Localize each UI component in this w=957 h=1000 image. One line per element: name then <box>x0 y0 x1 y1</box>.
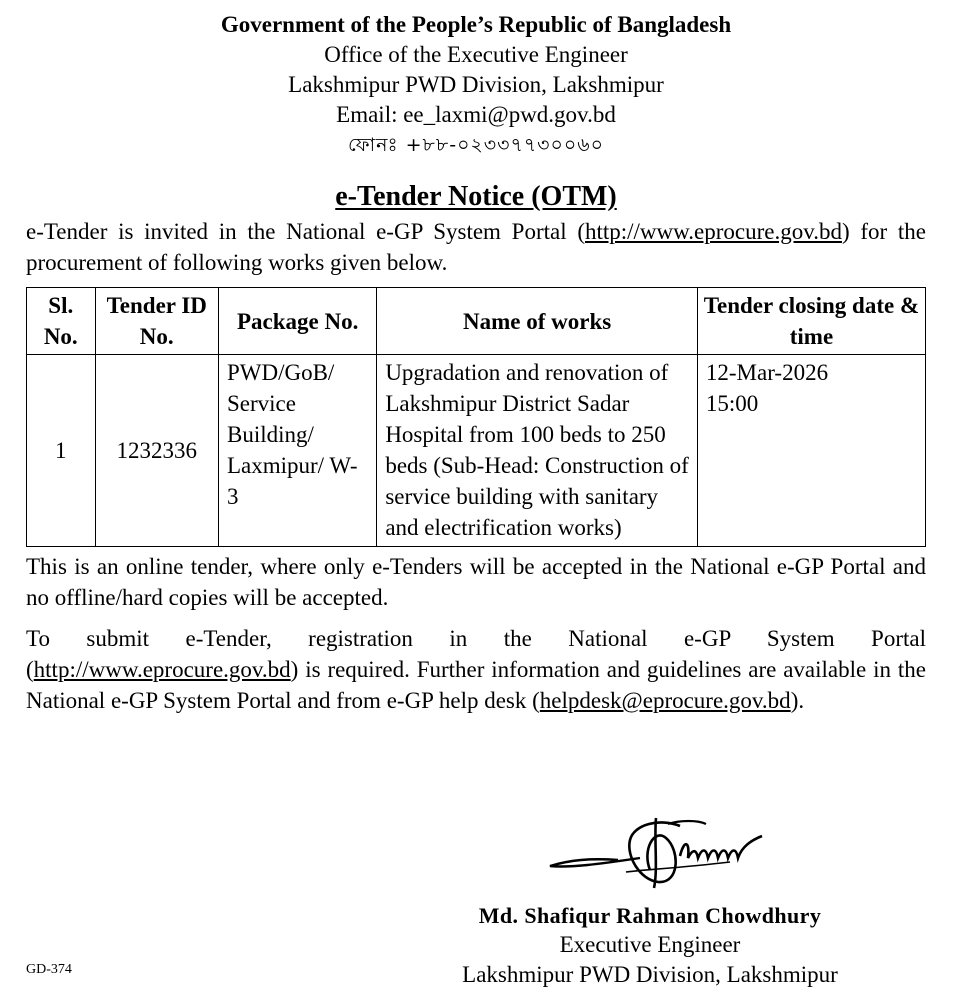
closing-date: 12-Mar-2026 <box>705 360 829 385</box>
reference-code: GD-374 <box>26 962 72 977</box>
government-name: Government of the People’s Republic of Bangladesh <box>220 12 732 37</box>
submit-text-start: To submit e-Tender, registration in the National e-GP System Portal ( <box>26 626 926 682</box>
header-package: Package No. <box>218 288 376 355</box>
tender-notice <box>26 10 926 716</box>
letterhead <box>26 10 926 160</box>
intro-text-end: ) for the procurement of following works given below. <box>26 219 926 275</box>
header-closing: Tender closing date & time <box>697 288 925 355</box>
signature-icon <box>530 810 770 896</box>
header-sl: Sl. No. <box>27 288 96 355</box>
signatory-designation: Executive Engineer <box>559 932 741 957</box>
submit-text-end: ). <box>790 688 805 713</box>
cell-works: Upgradation and renovation of Lakshmipur District Sadar Hospital from 100 beds to 250 beds (Sub-Head: Construction of service building with sanitary and electrification works) <box>377 355 698 547</box>
online-paragraph: This is an online tender, where only e-Tenders will be accepted in the National e-GP Portal and no offline/hard copies will be accepted. <box>26 554 926 610</box>
notice-title <box>26 180 926 214</box>
intro-text-start: e-Tender is invited in the National e-GP System Portal ( <box>26 219 585 244</box>
cell-closing <box>697 355 925 547</box>
table-header-row <box>27 288 926 355</box>
division-name: Lakshmipur PWD Division, Lakshmipur <box>288 72 664 97</box>
signatory-name: Md. Shafiqur Rahman Chowdhury <box>478 903 822 928</box>
eprocure-link-2[interactable]: http://www.eprocure.gov.bd <box>33 657 291 682</box>
office-phone: ফোনঃ +৮৮-০২৩৩৭৭৩০০৬০ <box>348 134 604 156</box>
submit-paragraph <box>26 623 926 716</box>
table-row <box>27 355 926 547</box>
office-name: Office of the Executive Engineer <box>324 42 628 67</box>
signature-block <box>400 810 900 990</box>
eprocure-link[interactable]: http://www.eprocure.gov.bd <box>584 219 842 244</box>
submit-text-middle: ) is required. Further information and guidelines are available in the National e-GP System Portal and from e-GP help desk ( <box>26 657 926 713</box>
header-works: Name of works <box>377 288 698 355</box>
office-email: Email: ee_laxmi@pwd.gov.bd <box>336 102 616 127</box>
tender-table <box>26 287 926 547</box>
cell-tender-id: 1232336 <box>95 355 218 547</box>
notice-title-text: e-Tender Notice (OTM) <box>335 181 617 212</box>
signatory-office: Lakshmipur PWD Division, Lakshmipur <box>462 962 838 987</box>
header-tender-id: Tender ID No. <box>95 288 218 355</box>
cell-package: PWD/GoB/ Service Building/ Laxmipur/ W-3 <box>218 355 376 547</box>
intro-paragraph <box>26 216 926 278</box>
cell-sl: 1 <box>27 355 96 547</box>
closing-time: 15:00 <box>705 391 759 416</box>
helpdesk-email-link[interactable]: helpdesk@eprocure.gov.bd <box>539 688 791 713</box>
